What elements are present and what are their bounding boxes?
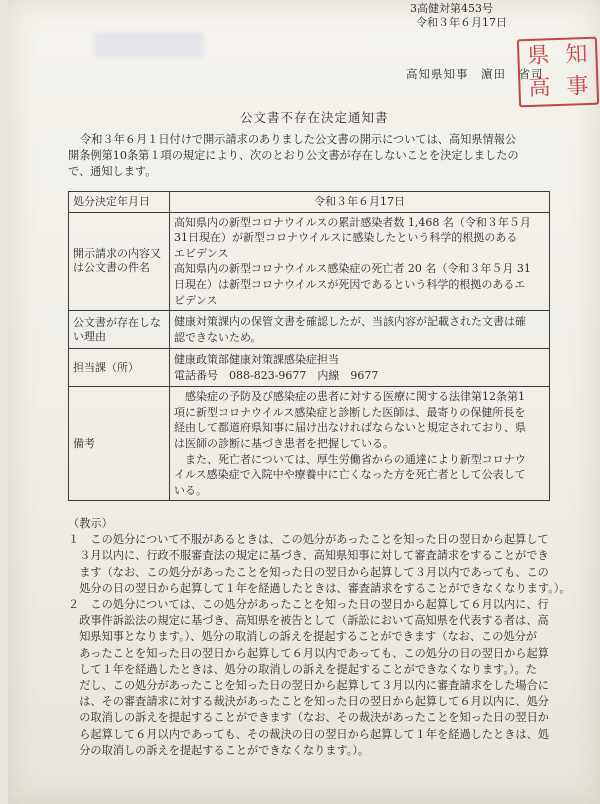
cell-line: イルス感染症で入院中や療養中に亡くなった方を死亡者として公表して [174, 468, 526, 482]
official-seal [517, 37, 599, 108]
cell-line: 高知県内の新型コロナウイルス感染症の死亡者 20 名（令和３年５月 31 [174, 262, 531, 276]
cell-line: 健康政策部健康対策課感染症担当 [174, 353, 339, 367]
cell-line: ビデンス [174, 293, 218, 307]
table-row [69, 212, 550, 311]
notice-line: 政事件訴訟法の規定に基づき、高知県を被告として（訴訟において高知県を代表する者は、高 [68, 614, 549, 628]
cell-line: 高知県内の新型コロナウイルスの累計感染者数 1,468 名（令和３年５月 [174, 215, 531, 229]
row-label-remarks: 備考 [69, 387, 170, 501]
cell-line: 電話番号 088-823-9677 内線 9677 [174, 368, 379, 382]
intro-line: 開条例第10条第１項の規定により、次のとおり公文書が存在しないことを決定しましたの [68, 149, 519, 162]
table-row [69, 192, 550, 213]
notice-line: ます（なお、この処分があったことを知った日の翌日から起算して３月以内であっても、この [68, 565, 549, 579]
document-number: 3高健対第453号 [410, 2, 493, 15]
notice-line: ら起算して６月以内であっても、その裁決の日の翌日から起算して１年を経過したときは、処 [68, 727, 549, 741]
intro-line: 令和３年６月１日付けで開示請求のありました公文書の開示については、高知県情報公 [80, 133, 517, 146]
decision-table [68, 191, 550, 501]
cell-line: 感染症の予防及び感染症の患者に対する医療に関する法律第12条第1 [174, 390, 525, 404]
document-date: 令和３年６月17日 [416, 16, 507, 29]
notice-line: 分の取消しの訴えを提起することができなくなります。）。 [68, 743, 370, 757]
notice-heading: （教示） [68, 517, 113, 530]
cell-line: 項に新型コロナウイルス感染症と診断した医師は、最寄りの保健所長を [174, 405, 526, 419]
row-value-remarks [170, 387, 550, 501]
cell-line: 経由して都道府県知事に届け出なければならないと規定されており、県 [174, 421, 526, 435]
table-row [69, 311, 550, 349]
row-value-nonexistence-reason [170, 311, 550, 349]
row-label-request-content: 開示請求の内容又は公文書の件名 [69, 212, 170, 311]
notice-line: ２ この処分については、この処分があったことを知った日の翌日から起算して６月以内に、行 [68, 598, 549, 612]
notice-line: １ この処分について不服があるときは、この処分があったことを知った日の翌日から起算して [68, 533, 549, 547]
cell-line: 31日現在）が新型コロナウイルスに感染したという科学的根拠のある [174, 231, 518, 245]
row-value-decision-date: 令和３年６月17日 [170, 192, 550, 213]
notice-line: だし、この処分があったことを知った日の翌日から起算して３月以内に審査請求をした場合に [68, 679, 549, 693]
row-value-department [170, 349, 550, 387]
table-row [69, 349, 550, 387]
seal-char: 高 [528, 75, 551, 102]
cell-line: また、死亡者については、厚生労働省からの通達により新型コロナウ [174, 452, 526, 466]
cell-line: エビデンス [174, 246, 229, 260]
cell-line: 健康対策課内の保管文書を確認したが、当該内容が記載された文書は確 [174, 315, 526, 329]
cell-line: 認できないため。 [174, 330, 262, 344]
notice-line: して１年を経過したときは、処分の取消しの訴えを提起することができなくなります。）。た [68, 662, 537, 676]
row-value-request-content [170, 212, 550, 311]
seal-char: 知 [564, 41, 588, 68]
cell-line: いる。 [174, 483, 207, 497]
sender-name: 高知県知事 濵田 省司 [406, 67, 544, 81]
redacted-recipient [96, 34, 202, 56]
seal-char: 県 [526, 43, 550, 70]
cell-line: は医師の診断に基づき患者を把握している。 [174, 436, 394, 450]
notice-line: あったことを知った日の翌日から起算して６月以内であっても、この処分の日の翌日から起算 [68, 646, 549, 660]
intro-paragraph [68, 132, 548, 180]
table-row [69, 387, 550, 501]
row-label-department: 担当課（所） [69, 349, 170, 387]
notice-line: 処分の日の翌日から起算して１年を経過したときは、審査請求をすることができなくなります。）。 [68, 581, 571, 595]
cell-line: 日現在）は新型コロナウイルスが死因であるという科学的根拠のあるエ [174, 277, 526, 291]
document-page [8, 0, 600, 804]
notice-line: の取消しの訴えを提起することができます（なお、その裁決があったことを知った日の翌日か [68, 711, 549, 725]
notice-line: は、その審査請求に対する裁決があったことを知った日の翌日から起算して６月以内に、処分 [68, 695, 549, 709]
row-label-decision-date: 処分決定年月日 [69, 192, 170, 213]
row-label-nonexistence-reason: 公文書が存在しない理由 [69, 311, 170, 349]
seal-char: 事 [566, 73, 589, 100]
appeal-notice [68, 516, 588, 759]
notice-line: ３月以内に、行政不服審査法の規定に基づき、高知県知事に対して審査請求をすることができ [68, 549, 549, 563]
document-title: 公文書不存在決定通知書 [240, 110, 389, 125]
notice-line: 知県知事となります。）、処分の取消しの訴えを提起することができます（なお、この処分が [68, 630, 537, 644]
intro-line: で、通知します。 [68, 165, 157, 178]
